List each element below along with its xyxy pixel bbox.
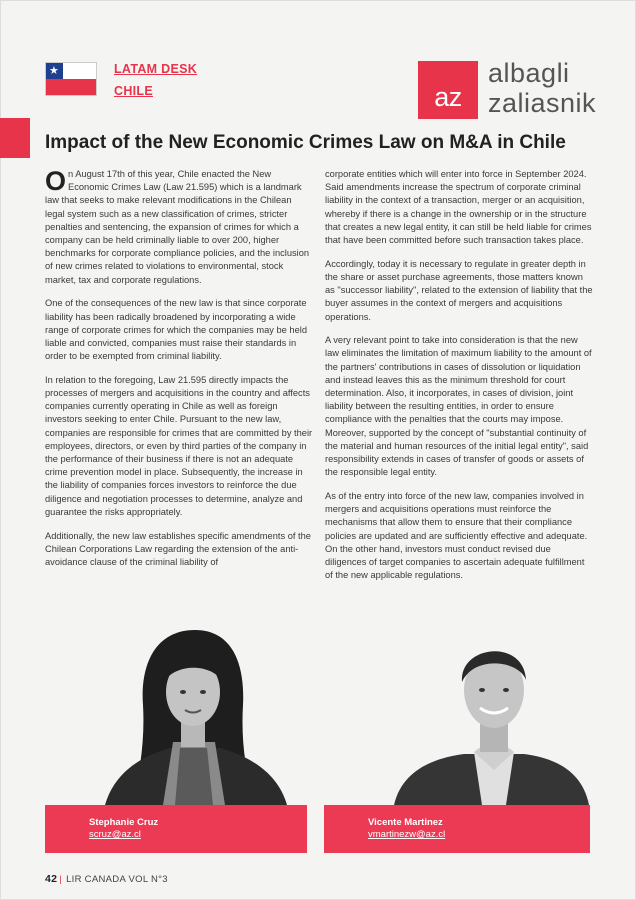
author-photo-vicente [324,620,594,805]
author-caption-stephanie [45,805,307,853]
logo-mark: az [418,61,478,119]
author-email-link[interactable]: scruz@az.cl [89,829,141,840]
paragraph: In relation to the foregoing, Law 21.595 directly impacts the processes of mergers and acquisitions in the country and affects companies currently operating in Chile as well as foreign investors seeking to enter Chile. Pursuant to the new law, companies are responsible for crimes that are committed by their employees, directors, or even by third parties of the company in the performance of their business if there is not an adequate crime prevention model in place. Subsequently, the increase in the liability of companies forces investors to reinforce the due diligence and negotiation processes to determine, analyze and guarantee the risks appropriately. [45,374,313,517]
author-caption-vicente [324,805,590,853]
paragraph: One of the consequences of the new law is that since corporate liability has been radically broadened by incorporating a wide range of corporate crimes for which the companies may be held liable and convicted, companies must raise their standards in order to be exempted from criminal liability. [45,298,307,362]
publication-name: LIR CANADA VOL N°3 [66,874,168,885]
author-name: Vicente Martinez [368,817,443,828]
paragraph: On August 17th of this year, Chile enacted the New Economic Crimes Law (Law 21.595) which is a landmark law that seeks to make relevant modifications in the Chilean legal system such as a new classification of crimes, stricter penalties and sentencing, the expansion of crimes for which a company can be held criminally liable to over 200, higher benchmarks for corporate compliance policies, and the inclusion of new crimes related to violations to environmental, stock market, tax and corporate regulations. [45,166,310,285]
paragraph: As of the entry into force of the new law, companies involved in mergers and acquisitions operations must reinforce the mechanisms that allow them to ensure that their compliance policies are updated and are sufficiently effective and adequate. On the other hand, investors must conduct revised due diligences of target companies to ascertain adequate fulfillment of the new applicable regulations. [325,490,588,581]
paragraph: A very relevant point to take into consideration is that the new law eliminates the limitation of maximum liability to the amount of the partners' contributions in cases of dissolution or liquidation and instead leaves this as the minimum threshold for court determination. Also, it incorporates, in cases of division, joint liability between the resulting entities, in order to ensure compliance with the penalties that the courts may impose. Moreover, supported by the concept of "substantial continuity of the material and human resources of the initial legal entity", said responsibility extends in cases of transfer of goods or assets of the responsible legal entity. [325,335,592,478]
drop-cap: O [45,166,67,196]
page-number: 42 [45,873,58,885]
paragraph: Accordingly, today it is necessary to regulate in greater depth in the share or asset purchase agreements, those matters known as "successor liability", related to the extension of liability that the buyer assumes in the context of mergers and acquisitions operations. [325,258,593,322]
country-label[interactable]: CHILE [114,84,153,98]
article-title: Impact of the New Economic Crimes Law on M&A in Chile [45,132,566,153]
author-email-link[interactable]: vmartinezw@az.cl [368,829,446,840]
paragraph: corporate entities which will enter into force in September 2024. Said amendments increase the spectrum of corporate criminal liability in the context of a transaction, merger or an acquisition, whereby if there is a change in the ownership or in the structure that creates a new legal entity, it can still be held liable for crimes that have been committed before such transaction takes place. [325,169,592,246]
chile-flag-icon: ★ [45,62,97,96]
author-name: Stephanie Cruz [89,817,159,828]
page-footer: 42 | LIR CANADA VOL N°3 [45,873,168,885]
article-left-column [45,168,313,580]
section-tab [0,118,30,158]
logo-text-line1: albagli [488,58,570,88]
logo-text-line2: zaliasnik [488,88,597,118]
desk-label[interactable]: LATAM DESK [114,62,198,76]
author-photo-stephanie [45,620,315,805]
paragraph: Additionally, the new law establishes specific amendments of the Chilean Corporations Law regarding the extension of the anti-avoidance clause of the criminal liability of [45,530,311,567]
article-right-column [325,168,593,593]
